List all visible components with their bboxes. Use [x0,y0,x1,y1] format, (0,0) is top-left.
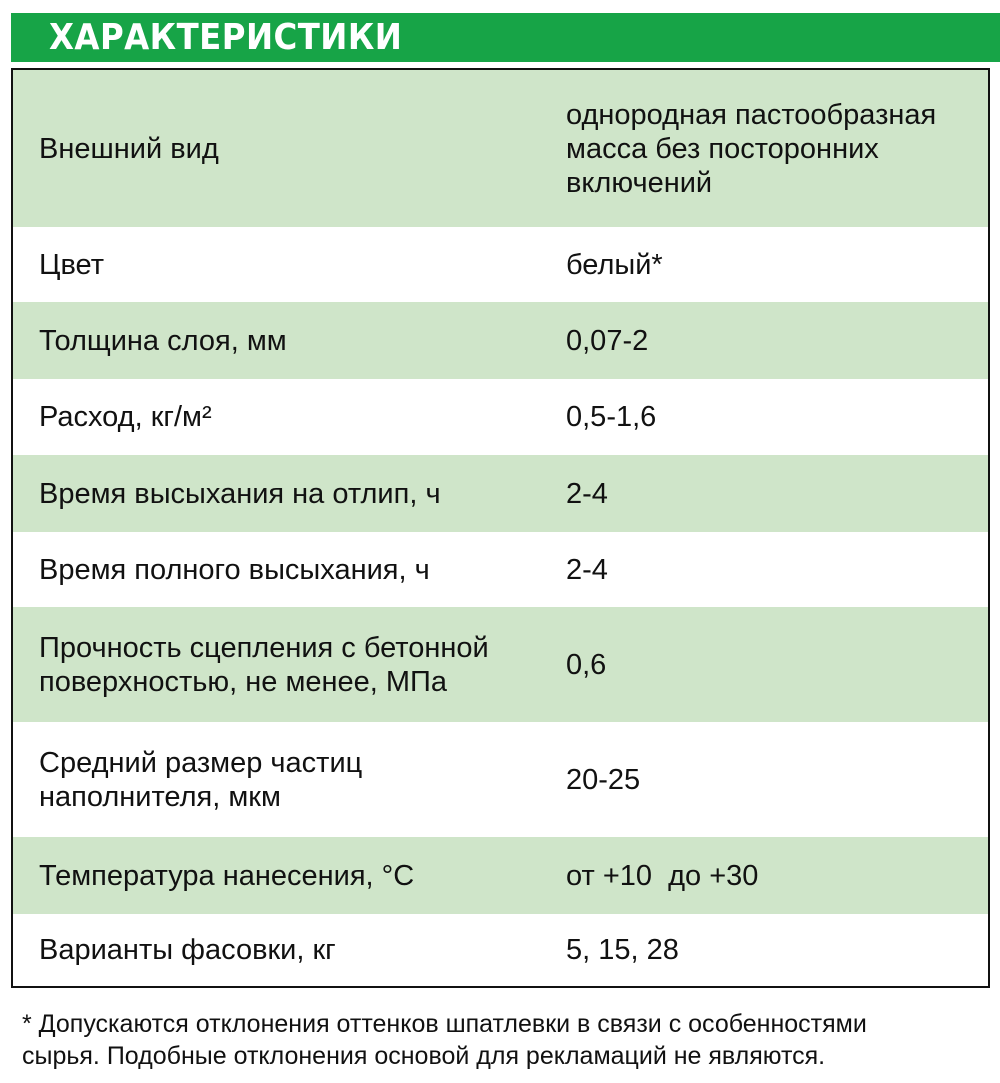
row-label: Варианты фасовки, кг [39,934,336,966]
table-row [13,722,988,837]
row-label: Цвет [39,248,104,281]
table-row [13,532,988,607]
row-value: однородная пастообразная масса без посторонних включений [566,98,937,199]
row-value: 2-4 [566,477,608,510]
section-title: ХАРАКТЕРИСТИКИ [49,17,403,58]
row-label: Средний размер частиц наполнителя, мкм [39,746,363,813]
row-label: Внешний вид [39,132,219,165]
table-row [13,607,988,722]
footnote-line: * Допускаются отклонения оттенков шпатлевки в связи с особенностями [22,1010,867,1038]
row-value: 0,07-2 [566,324,649,357]
table-row [13,914,988,986]
table-row [13,302,988,379]
row-label: Расход, кг/м² [39,401,212,433]
row-value: 5, 15, 28 [566,934,679,966]
row-label: Время высыхания на отлип, ч [39,477,441,510]
row-value: 0,5-1,6 [566,401,657,433]
row-label: Толщина слоя, мм [39,324,287,357]
row-value: белый* [566,248,663,281]
table-row [13,837,988,914]
row-value: 2-4 [566,553,608,586]
footnote [22,1008,867,1072]
table-row [13,455,988,532]
row-value: 0,6 [566,648,607,681]
row-value: от +10 до +30 [566,859,759,892]
table-row [13,70,988,227]
row-label: Температура нанесения, °С [39,859,415,892]
footnote-line: сырья. Подобные отклонения основой для рекламаций не являются. [22,1042,826,1070]
row-label: Время полного высыхания, ч [39,553,430,586]
table-row [13,227,988,302]
characteristics-table [11,68,990,988]
row-value: 20-25 [566,763,641,796]
section-header [11,13,1000,62]
table-row [13,379,988,455]
row-label: Прочность сцепления с бетонной поверхностью, не менее, МПа [39,631,489,698]
